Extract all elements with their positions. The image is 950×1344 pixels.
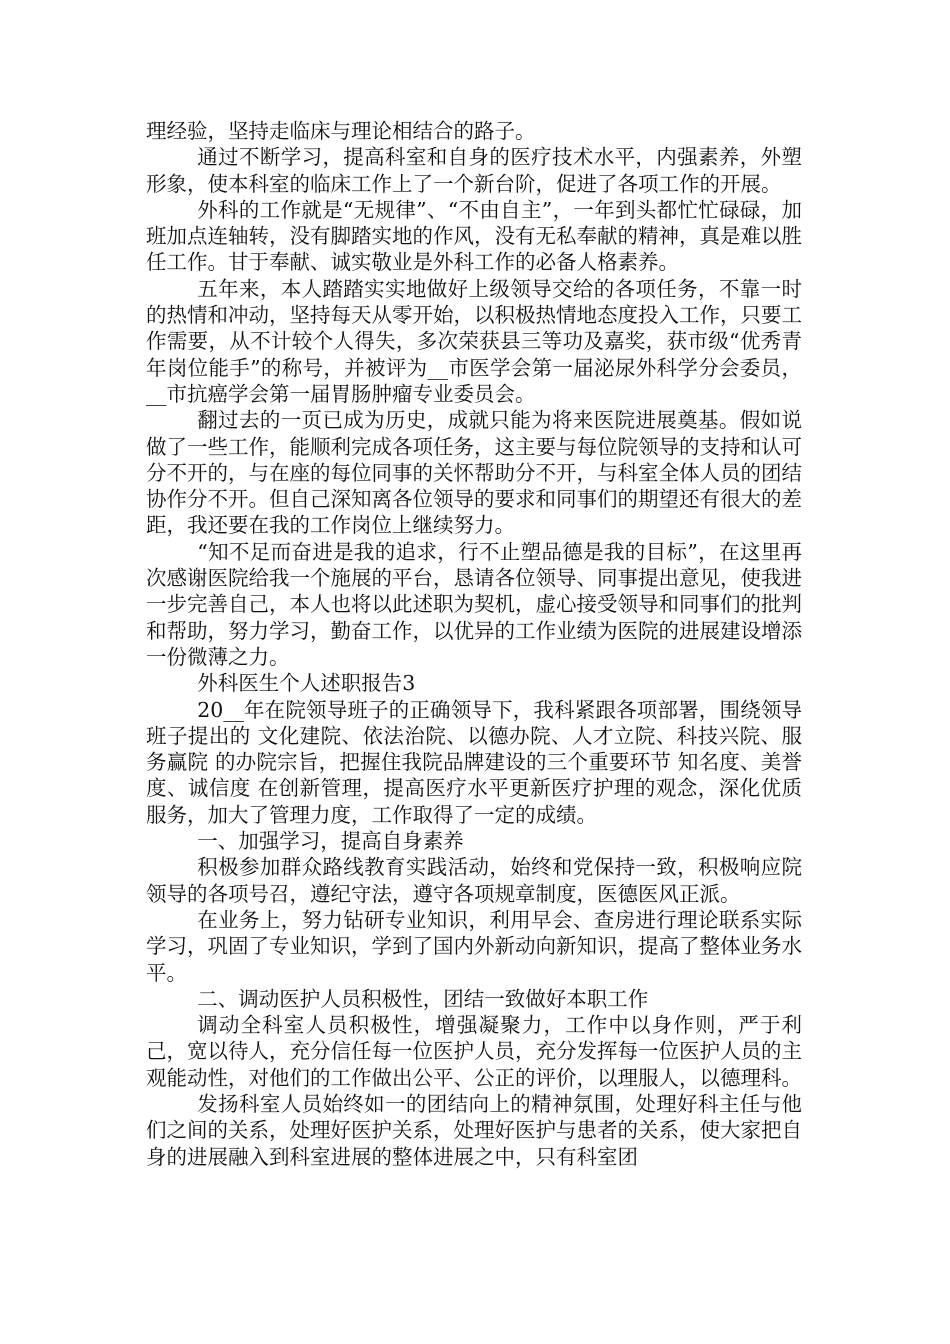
section-title: 外科医生个人述职报告3 (197, 671, 416, 696)
paragraph: 积极参加群众路线教育实践活动，始终和党保持一致，积极响应院领导的各项号召，遵纪守法，遵守各项规章制度，医德医风正派。 (146, 855, 802, 906)
document-body (146, 118, 802, 1170)
paragraph: 发扬科室人员始终如一的团结向上的精神氛围，处理好科主任与他们之间的关系，处理好医护关系，处理好医护与患者的关系，使大家把自身的进展融入到科室进展的整体进展之中，只有科室团 (146, 1091, 802, 1169)
paragraph: 在业务上，努力钻研专业知识，利用早会、查房进行理论联系实际学习，巩固了专业知识，学到了国内外新动向新知识，提高了整体业务水平。 (146, 907, 802, 985)
paragraph: 翻过去的一页已成为历史，成就只能为将来医院进展奠基。假如说做了一些工作，能顺利完成各项任务，这主要与每位院领导的支持和认可分不开的，与在座的每位同事的关怀帮助分不开，与科室全体人员的团结协作分不开。但自己深知离各位领导的要求和同事们的期望还有很大的差距，我还要在我的工作岗位上继续努力。 (146, 408, 802, 538)
paragraph: 理经验，坚持走临床与理论相结合的路子。 (146, 119, 536, 143)
section-heading: 一、加强学习，提高自身素养 (197, 829, 464, 854)
section-heading: 二、调动医护人员积极性，团结一致做好本职工作 (197, 986, 649, 1011)
paragraph: 通过不断学习，提高科室和自身的医疗技术水平，内强素养，外塑形象，使本科室的临床工作上了一个新台阶，促进了各项工作的开展。 (146, 145, 802, 196)
paragraph: 20__年在院领导班子的正确领导下，我科紧跟各项部署，围绕领导班子提出的 文化建院、依法治院、以德办院、人才立院、科技兴院、服务赢院 的办院宗旨，把握住我院品牌建设的三个重要环节 知名度、美誉度、诚信度 在创新管理，提高医疗水平更新医疗护理的观念，深化优质服务，加大了管理力度，工作取得了一定的成绩。 (146, 697, 802, 827)
paragraph: “知不足而奋进是我的追求，行不止塑品德是我的目标”，在这里再次感谢医院给我一个施展的平台，恳请各位领导、同事提出意见，使我进一步完善自己，本人也将以此述职为契机，虚心接受领导和同事们的批判和帮助，努力学习，勤奋工作，以优异的工作业绩为医院的进展建设增添一份微薄之力。 (146, 539, 802, 669)
paragraph: 调动全科室人员积极性，增强凝聚力，工作中以身作则，严于利己，宽以待人，充分信任每一位医护人员，充分发挥每一位医护人员的主观能动性，对他们的工作做出公平、公正的评价，以理服人，以德理科。 (146, 1013, 802, 1090)
paragraph: 五年来，本人踏踏实实地做好上级领导交给的各项任务，不靠一时的热情和冲动，坚持每天从零开始，以积极热情地态度投入工作，只要工作需要，从不计较个人得失，多次荣获县三等功及嘉奖，获市级“优秀青年岗位能手”的称号，并被评为__市医学会第一届泌尿外科学分会委员，__市抗癌学会第一届胃肠肿瘤专业委员会。 (146, 276, 802, 406)
paragraph: 外科的工作就是“无规律”、“不由自主”，一年到头都忙忙碌碌，加班加点连轴转，没有脚踏实地的作风，没有无私奉献的精神，真是难以胜任工作。甘于奉献、诚实敬业是外科工作的必备人格素养。 (146, 197, 802, 275)
